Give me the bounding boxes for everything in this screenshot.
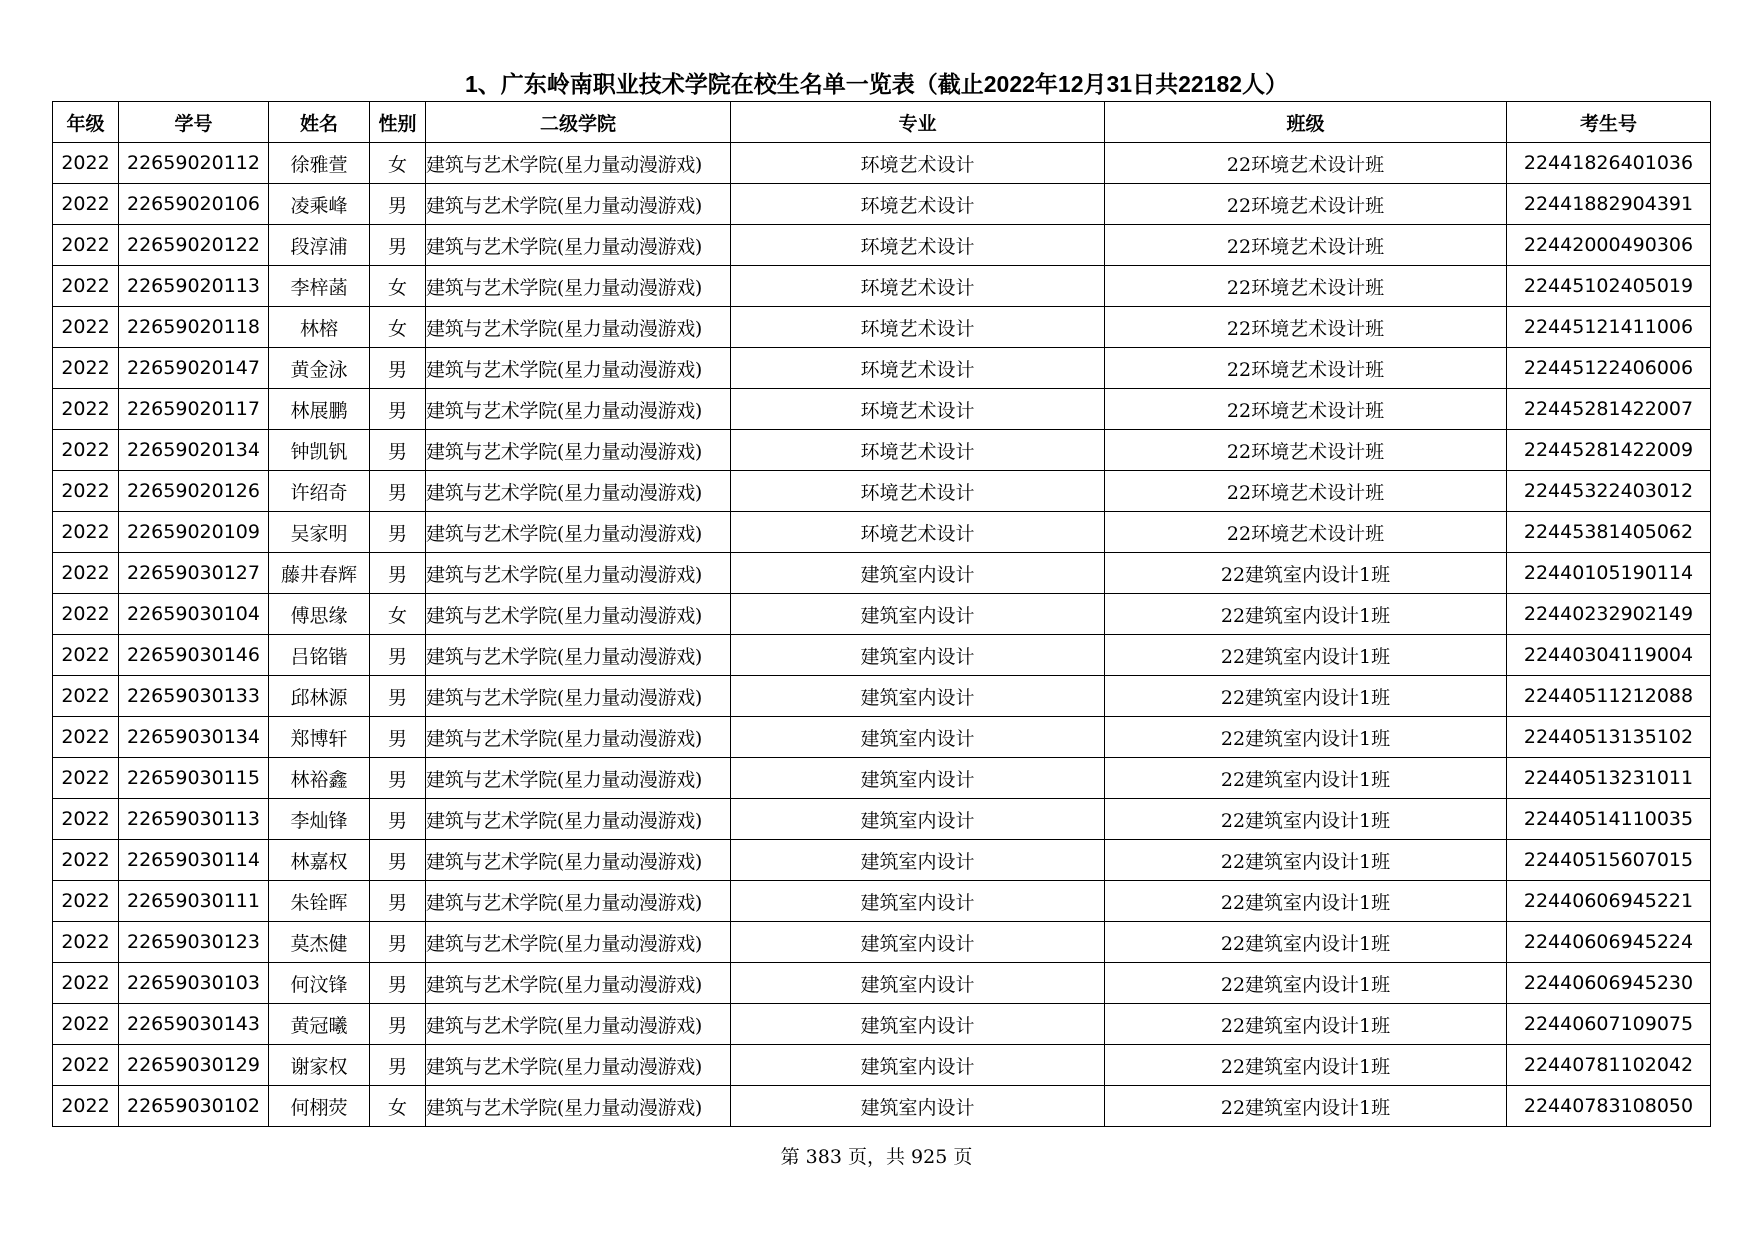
name-cell: 吴家明 (269, 512, 370, 553)
class-cell: 22建筑室内设计1班 (1105, 635, 1507, 676)
college-cell: 建筑与艺术学院(星力量动漫游戏) (426, 471, 731, 512)
table-row (53, 389, 1711, 430)
college-cell: 建筑与艺术学院(星力量动漫游戏) (426, 799, 731, 840)
student-id-cell: 22659030111 (119, 881, 269, 922)
gender-cell: 男 (370, 1045, 426, 1086)
college-cell: 建筑与艺术学院(星力量动漫游戏) (426, 225, 731, 266)
major-cell: 建筑室内设计 (731, 799, 1105, 840)
major-cell: 环境艺术设计 (731, 389, 1105, 430)
grade-cell: 2022 (53, 1004, 119, 1045)
name-cell: 邱林源 (269, 676, 370, 717)
table-row (53, 840, 1711, 881)
major-cell: 环境艺术设计 (731, 348, 1105, 389)
exam-number-cell: 22440781102042 (1507, 1045, 1711, 1086)
major-cell: 环境艺术设计 (731, 512, 1105, 553)
major-cell: 环境艺术设计 (731, 184, 1105, 225)
student-id-cell: 22659030113 (119, 799, 269, 840)
gender-cell: 女 (370, 1086, 426, 1127)
student-roster-table (52, 101, 1711, 1127)
student-id-cell: 22659030103 (119, 963, 269, 1004)
name-cell: 林裕鑫 (269, 758, 370, 799)
gender-cell: 男 (370, 225, 426, 266)
table-row (53, 635, 1711, 676)
table-row (53, 1045, 1711, 1086)
name-cell: 何栩荧 (269, 1086, 370, 1127)
gender-cell: 男 (370, 512, 426, 553)
major-cell: 建筑室内设计 (731, 840, 1105, 881)
gender-cell: 男 (370, 676, 426, 717)
exam-number-cell: 22440606945221 (1507, 881, 1711, 922)
major-cell: 建筑室内设计 (731, 635, 1105, 676)
exam-number-cell: 22441826401036 (1507, 143, 1711, 184)
grade-cell: 2022 (53, 348, 119, 389)
exam-number-cell: 22445122406006 (1507, 348, 1711, 389)
name-cell: 林嘉权 (269, 840, 370, 881)
college-cell: 建筑与艺术学院(星力量动漫游戏) (426, 1004, 731, 1045)
gender-cell: 男 (370, 635, 426, 676)
gender-cell: 男 (370, 717, 426, 758)
class-cell: 22建筑室内设计1班 (1105, 717, 1507, 758)
exam-number-cell: 22445121411006 (1507, 307, 1711, 348)
header-college: 二级学院 (426, 102, 731, 143)
table-row (53, 307, 1711, 348)
name-cell: 吕铭锴 (269, 635, 370, 676)
table-row (53, 266, 1711, 307)
major-cell: 环境艺术设计 (731, 307, 1105, 348)
grade-cell: 2022 (53, 553, 119, 594)
gender-cell: 男 (370, 840, 426, 881)
table-row (53, 1086, 1711, 1127)
table-row (53, 881, 1711, 922)
table-row (53, 717, 1711, 758)
college-cell: 建筑与艺术学院(星力量动漫游戏) (426, 307, 731, 348)
student-id-cell: 22659030114 (119, 840, 269, 881)
grade-cell: 2022 (53, 307, 119, 348)
student-id-cell: 22659020117 (119, 389, 269, 430)
gender-cell: 男 (370, 922, 426, 963)
header-row (53, 102, 1711, 143)
name-cell: 莫杰健 (269, 922, 370, 963)
gender-cell: 女 (370, 266, 426, 307)
grade-cell: 2022 (53, 840, 119, 881)
college-cell: 建筑与艺术学院(星力量动漫游戏) (426, 840, 731, 881)
grade-cell: 2022 (53, 225, 119, 266)
exam-number-cell: 22440232902149 (1507, 594, 1711, 635)
grade-cell: 2022 (53, 1045, 119, 1086)
gender-cell: 男 (370, 1004, 426, 1045)
grade-cell: 2022 (53, 471, 119, 512)
exam-number-cell: 22441882904391 (1507, 184, 1711, 225)
exam-number-cell: 22440105190114 (1507, 553, 1711, 594)
college-cell: 建筑与艺术学院(星力量动漫游戏) (426, 389, 731, 430)
exam-number-cell: 22445281422009 (1507, 430, 1711, 471)
college-cell: 建筑与艺术学院(星力量动漫游戏) (426, 143, 731, 184)
exam-number-cell: 22440513231011 (1507, 758, 1711, 799)
class-cell: 22建筑室内设计1班 (1105, 881, 1507, 922)
class-cell: 22建筑室内设计1班 (1105, 758, 1507, 799)
name-cell: 钟凯钒 (269, 430, 370, 471)
student-id-cell: 22659020113 (119, 266, 269, 307)
table-row (53, 553, 1711, 594)
student-id-cell: 22659030123 (119, 922, 269, 963)
table-row (53, 676, 1711, 717)
class-cell: 22环境艺术设计班 (1105, 307, 1507, 348)
class-cell: 22建筑室内设计1班 (1105, 840, 1507, 881)
major-cell: 环境艺术设计 (731, 143, 1105, 184)
student-id-cell: 22659030133 (119, 676, 269, 717)
grade-cell: 2022 (53, 635, 119, 676)
gender-cell: 男 (370, 471, 426, 512)
exam-number-cell: 22440514110035 (1507, 799, 1711, 840)
name-cell: 林榕 (269, 307, 370, 348)
exam-number-cell: 22440606945230 (1507, 963, 1711, 1004)
class-cell: 22建筑室内设计1班 (1105, 1004, 1507, 1045)
student-id-cell: 22659020106 (119, 184, 269, 225)
exam-number-cell: 22442000490306 (1507, 225, 1711, 266)
table-row (53, 184, 1711, 225)
exam-number-cell: 22440515607015 (1507, 840, 1711, 881)
table-row (53, 799, 1711, 840)
grade-cell: 2022 (53, 594, 119, 635)
grade-cell: 2022 (53, 676, 119, 717)
student-id-cell: 22659030146 (119, 635, 269, 676)
gender-cell: 男 (370, 184, 426, 225)
grade-cell: 2022 (53, 266, 119, 307)
gender-cell: 女 (370, 307, 426, 348)
student-id-cell: 22659030127 (119, 553, 269, 594)
exam-number-cell: 22440511212088 (1507, 676, 1711, 717)
college-cell: 建筑与艺术学院(星力量动漫游戏) (426, 676, 731, 717)
name-cell: 谢家权 (269, 1045, 370, 1086)
grade-cell: 2022 (53, 717, 119, 758)
name-cell: 朱铨晖 (269, 881, 370, 922)
table-row (53, 1004, 1711, 1045)
student-id-cell: 22659030102 (119, 1086, 269, 1127)
college-cell: 建筑与艺术学院(星力量动漫游戏) (426, 184, 731, 225)
class-cell: 22环境艺术设计班 (1105, 184, 1507, 225)
table-row (53, 512, 1711, 553)
college-cell: 建筑与艺术学院(星力量动漫游戏) (426, 1045, 731, 1086)
college-cell: 建筑与艺术学院(星力量动漫游戏) (426, 512, 731, 553)
page-title: 1、广东岭南职业技术学院在校生名单一览表（截止2022年12月31日共22182人） (464, 71, 1289, 97)
class-cell: 22建筑室内设计1班 (1105, 553, 1507, 594)
class-cell: 22环境艺术设计班 (1105, 143, 1507, 184)
exam-number-cell: 22445102405019 (1507, 266, 1711, 307)
class-cell: 22环境艺术设计班 (1105, 225, 1507, 266)
exam-number-cell: 22445381405062 (1507, 512, 1711, 553)
table-row (53, 143, 1711, 184)
grade-cell: 2022 (53, 881, 119, 922)
major-cell: 建筑室内设计 (731, 553, 1105, 594)
page-footer: 第 383 页，共 925 页 (780, 1146, 973, 1168)
student-id-cell: 22659020134 (119, 430, 269, 471)
exam-number-cell: 22445281422007 (1507, 389, 1711, 430)
name-cell: 何汶锋 (269, 963, 370, 1004)
student-id-cell: 22659030104 (119, 594, 269, 635)
class-cell: 22建筑室内设计1班 (1105, 1086, 1507, 1127)
exam-number-cell: 22440783108050 (1507, 1086, 1711, 1127)
college-cell: 建筑与艺术学院(星力量动漫游戏) (426, 922, 731, 963)
gender-cell: 男 (370, 963, 426, 1004)
exam-number-cell: 22440513135102 (1507, 717, 1711, 758)
class-cell: 22环境艺术设计班 (1105, 348, 1507, 389)
college-cell: 建筑与艺术学院(星力量动漫游戏) (426, 635, 731, 676)
exam-number-cell: 22440606945224 (1507, 922, 1711, 963)
header-name: 姓名 (269, 102, 370, 143)
student-id-cell: 22659020147 (119, 348, 269, 389)
college-cell: 建筑与艺术学院(星力量动漫游戏) (426, 348, 731, 389)
table-row (53, 225, 1711, 266)
class-cell: 22环境艺术设计班 (1105, 471, 1507, 512)
header-grade: 年级 (53, 102, 119, 143)
grade-cell: 2022 (53, 389, 119, 430)
name-cell: 藤井春辉 (269, 553, 370, 594)
name-cell: 凌乘峰 (269, 184, 370, 225)
gender-cell: 女 (370, 594, 426, 635)
grade-cell: 2022 (53, 184, 119, 225)
major-cell: 建筑室内设计 (731, 717, 1105, 758)
table-row (53, 922, 1711, 963)
college-cell: 建筑与艺术学院(星力量动漫游戏) (426, 758, 731, 799)
class-cell: 22建筑室内设计1班 (1105, 799, 1507, 840)
table-row (53, 594, 1711, 635)
grade-cell: 2022 (53, 430, 119, 471)
gender-cell: 男 (370, 348, 426, 389)
class-cell: 22建筑室内设计1班 (1105, 922, 1507, 963)
student-id-cell: 22659020109 (119, 512, 269, 553)
major-cell: 环境艺术设计 (731, 225, 1105, 266)
major-cell: 建筑室内设计 (731, 758, 1105, 799)
table-body (53, 143, 1711, 1127)
student-id-cell: 22659030129 (119, 1045, 269, 1086)
student-id-cell: 22659030115 (119, 758, 269, 799)
header-exam-number: 考生号 (1507, 102, 1711, 143)
table-row (53, 963, 1711, 1004)
header-class: 班级 (1105, 102, 1507, 143)
exam-number-cell: 22440607109075 (1507, 1004, 1711, 1045)
major-cell: 建筑室内设计 (731, 881, 1105, 922)
grade-cell: 2022 (53, 758, 119, 799)
name-cell: 段淳浦 (269, 225, 370, 266)
gender-cell: 男 (370, 430, 426, 471)
gender-cell: 男 (370, 389, 426, 430)
table-row (53, 348, 1711, 389)
table-row (53, 758, 1711, 799)
student-id-cell: 22659030134 (119, 717, 269, 758)
table-row (53, 471, 1711, 512)
name-cell: 李灿锋 (269, 799, 370, 840)
name-cell: 黄冠曦 (269, 1004, 370, 1045)
student-id-cell: 22659030143 (119, 1004, 269, 1045)
header-student-id: 学号 (119, 102, 269, 143)
class-cell: 22建筑室内设计1班 (1105, 963, 1507, 1004)
major-cell: 环境艺术设计 (731, 471, 1105, 512)
exam-number-cell: 22440304119004 (1507, 635, 1711, 676)
grade-cell: 2022 (53, 143, 119, 184)
header-gender: 性别 (370, 102, 426, 143)
grade-cell: 2022 (53, 799, 119, 840)
name-cell: 徐雅萱 (269, 143, 370, 184)
student-id-cell: 22659020112 (119, 143, 269, 184)
grade-cell: 2022 (53, 922, 119, 963)
class-cell: 22建筑室内设计1班 (1105, 594, 1507, 635)
gender-cell: 男 (370, 758, 426, 799)
name-cell: 郑博轩 (269, 717, 370, 758)
college-cell: 建筑与艺术学院(星力量动漫游戏) (426, 717, 731, 758)
name-cell: 许绍奇 (269, 471, 370, 512)
major-cell: 建筑室内设计 (731, 1004, 1105, 1045)
student-id-cell: 22659020122 (119, 225, 269, 266)
gender-cell: 男 (370, 553, 426, 594)
grade-cell: 2022 (53, 963, 119, 1004)
gender-cell: 男 (370, 881, 426, 922)
student-id-cell: 22659020126 (119, 471, 269, 512)
major-cell: 环境艺术设计 (731, 266, 1105, 307)
grade-cell: 2022 (53, 1086, 119, 1127)
major-cell: 建筑室内设计 (731, 1086, 1105, 1127)
class-cell: 22环境艺术设计班 (1105, 389, 1507, 430)
college-cell: 建筑与艺术学院(星力量动漫游戏) (426, 594, 731, 635)
class-cell: 22建筑室内设计1班 (1105, 676, 1507, 717)
table-row (53, 430, 1711, 471)
grade-cell: 2022 (53, 512, 119, 553)
class-cell: 22建筑室内设计1班 (1105, 1045, 1507, 1086)
class-cell: 22环境艺术设计班 (1105, 266, 1507, 307)
major-cell: 环境艺术设计 (731, 430, 1105, 471)
header-major: 专业 (731, 102, 1105, 143)
gender-cell: 女 (370, 143, 426, 184)
class-cell: 22环境艺术设计班 (1105, 512, 1507, 553)
student-id-cell: 22659020118 (119, 307, 269, 348)
college-cell: 建筑与艺术学院(星力量动漫游戏) (426, 553, 731, 594)
college-cell: 建筑与艺术学院(星力量动漫游戏) (426, 430, 731, 471)
college-cell: 建筑与艺术学院(星力量动漫游戏) (426, 266, 731, 307)
college-cell: 建筑与艺术学院(星力量动漫游戏) (426, 1086, 731, 1127)
major-cell: 建筑室内设计 (731, 594, 1105, 635)
college-cell: 建筑与艺术学院(星力量动漫游戏) (426, 963, 731, 1004)
name-cell: 黄金泳 (269, 348, 370, 389)
name-cell: 林展鹏 (269, 389, 370, 430)
class-cell: 22环境艺术设计班 (1105, 430, 1507, 471)
major-cell: 建筑室内设计 (731, 676, 1105, 717)
major-cell: 建筑室内设计 (731, 922, 1105, 963)
major-cell: 建筑室内设计 (731, 1045, 1105, 1086)
name-cell: 傅思缘 (269, 594, 370, 635)
exam-number-cell: 22445322403012 (1507, 471, 1711, 512)
major-cell: 建筑室内设计 (731, 963, 1105, 1004)
name-cell: 李梓菡 (269, 266, 370, 307)
college-cell: 建筑与艺术学院(星力量动漫游戏) (426, 881, 731, 922)
gender-cell: 男 (370, 799, 426, 840)
